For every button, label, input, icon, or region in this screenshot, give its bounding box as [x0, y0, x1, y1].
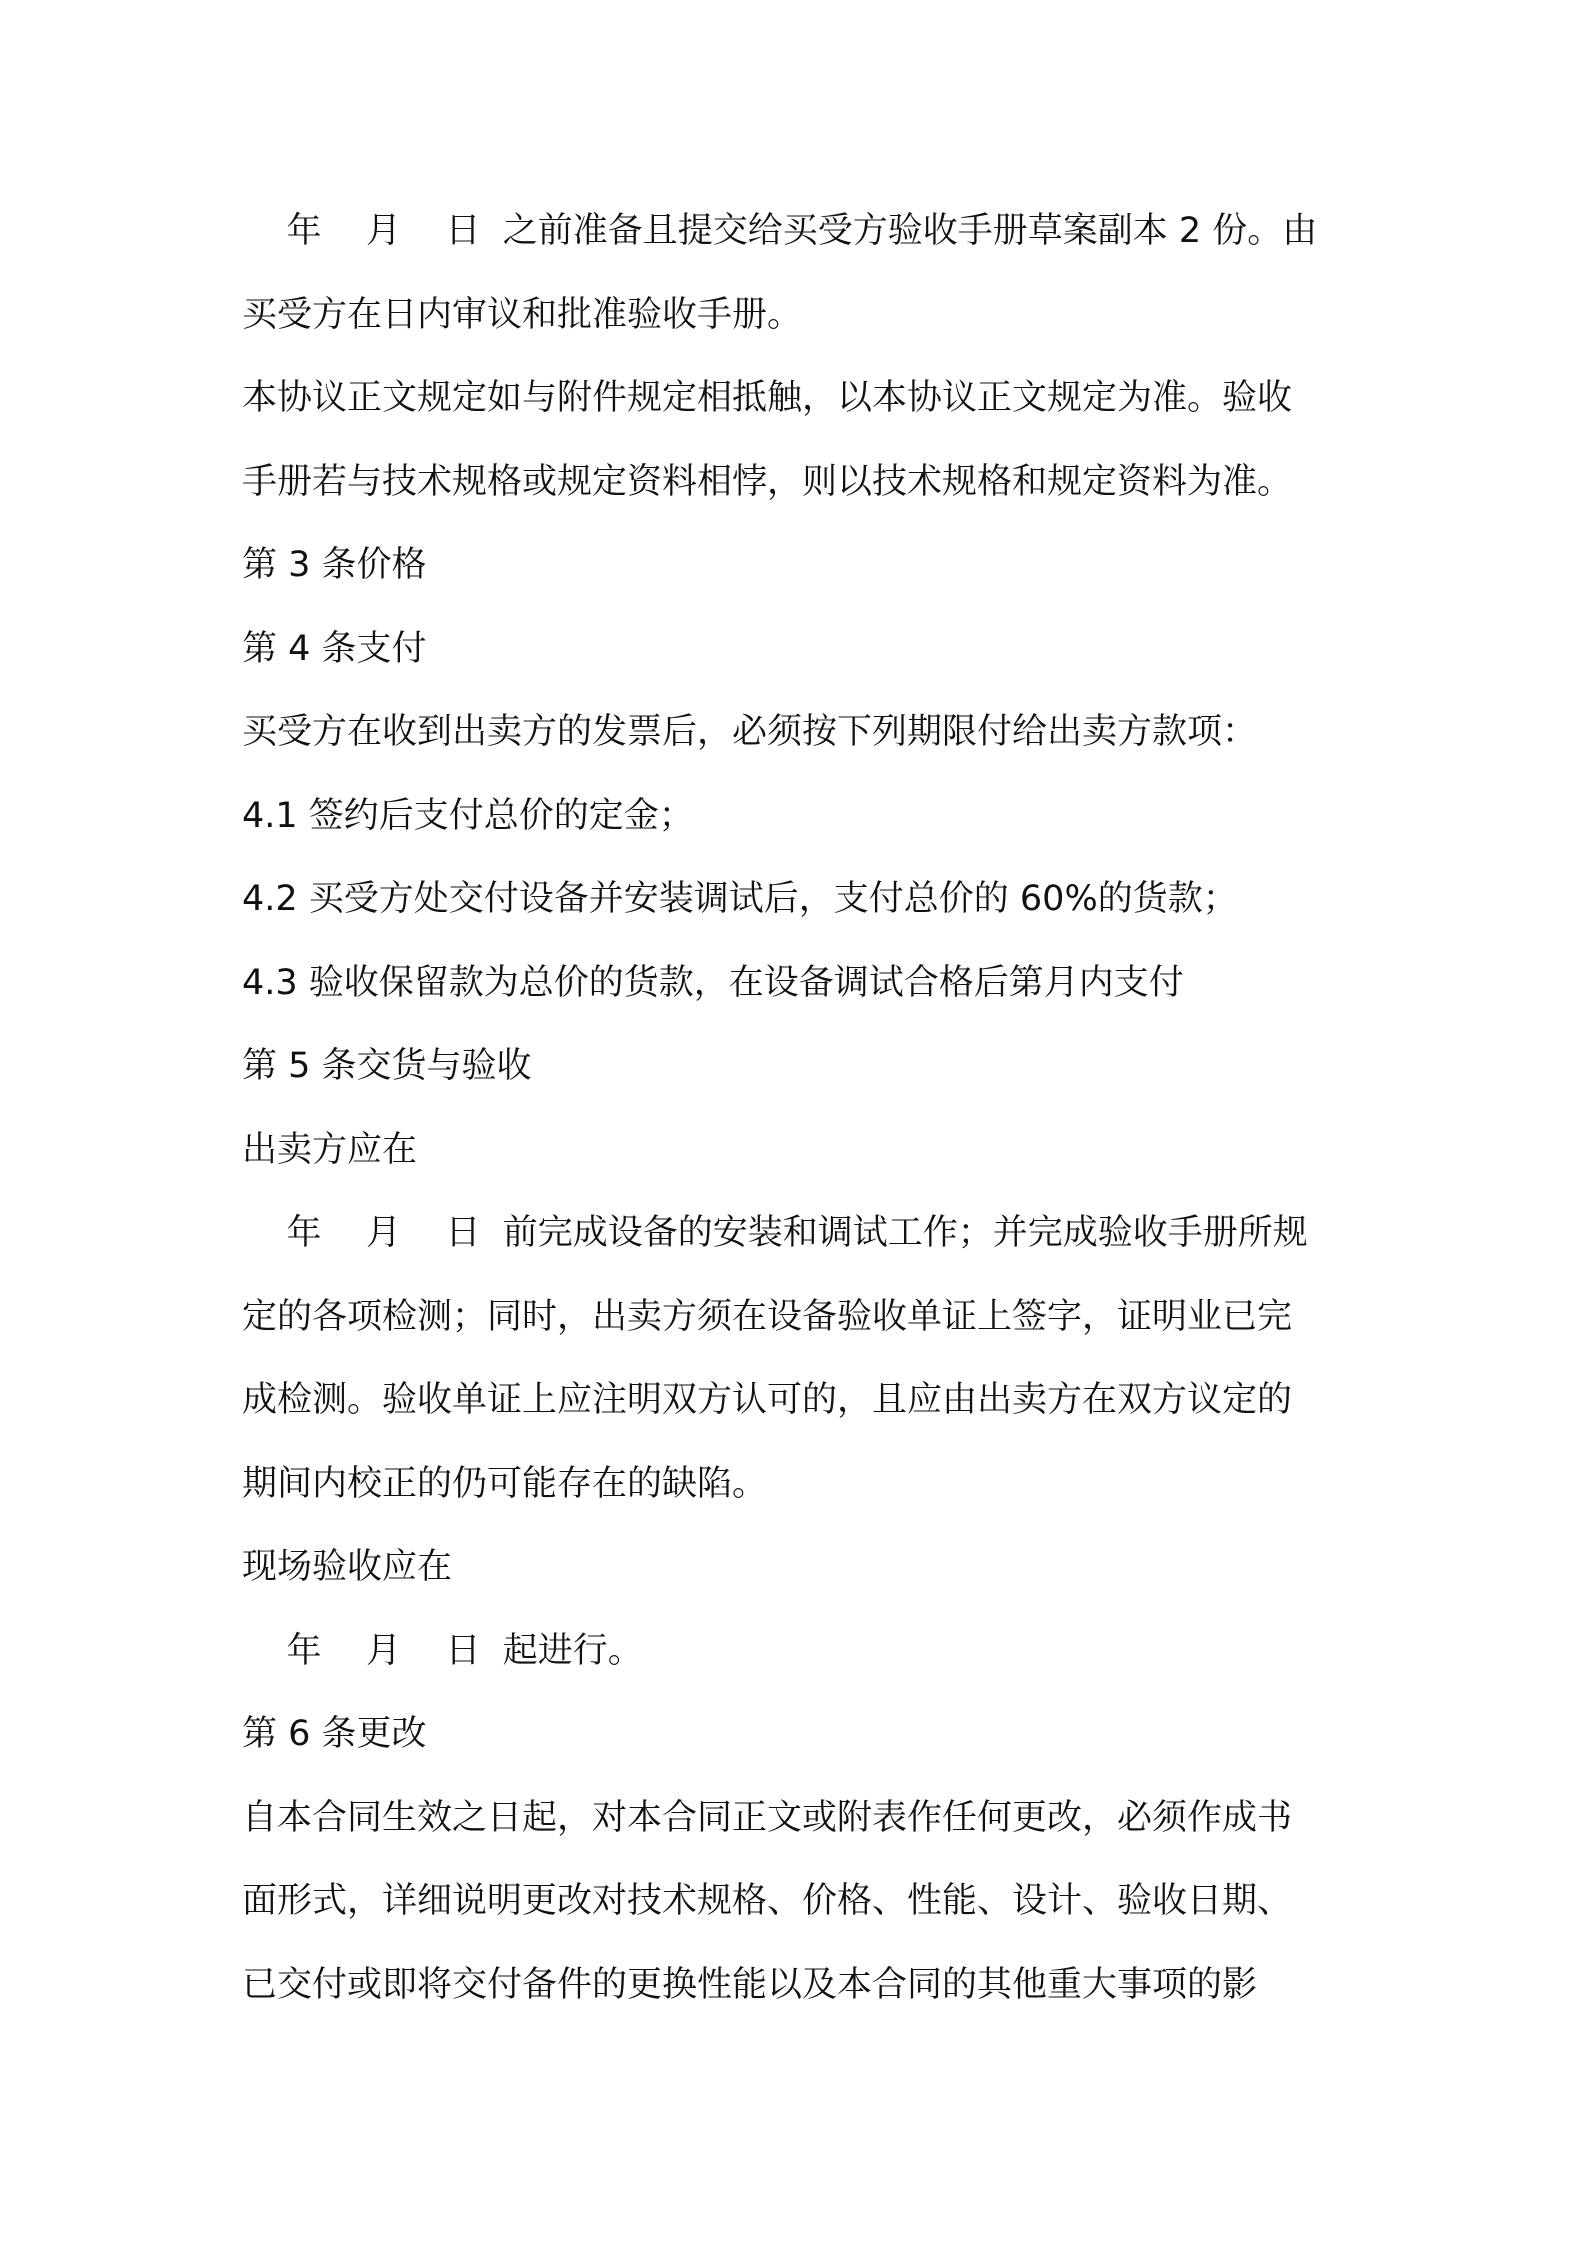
article-heading-5: 第 5 条交货与验收 [242, 1046, 532, 1086]
text-line: 年 月 日 之前准备且提交给买受方验收手册草案副本 2 份。由 [242, 211, 1318, 251]
clause-4-2: 4.2 买受方处交付设备并安装调试后，支付总价的 60%的货款； [242, 879, 1238, 919]
text-line: 已交付或即将交付备件的更换性能以及本合同的其他重大事项的影 [242, 1964, 1258, 2005]
text-line: 期间内校正的仍可能存在的缺陷。 [242, 1463, 768, 1504]
text-line: 出卖方应在 [242, 1129, 418, 1170]
text-line: 自本合同生效之日起，对本合同正文或附表作任何更改，必须作成书 [242, 1797, 1293, 1838]
text-line: 现场验收应在 [242, 1547, 453, 1587]
text-line: 买受方在收到出卖方的发票后，必须按下列期限付给出卖方款项： [242, 712, 1258, 752]
text-line: 年 月 日 前完成设备的安装和调试工作；并完成验收手册所规 [242, 1213, 1308, 1253]
text-line: 年 月 日 起进行。 [242, 1630, 643, 1671]
clause-4-1: 4.1 签约后支付总价的定金； [242, 795, 694, 836]
text-line: 定的各项检测；同时，出卖方须在设备验收单证上签字，证明业已完 [242, 1296, 1293, 1337]
text-line: 手册若与技术规格或规定资料相悖，则以技术规格和规定资料为准。 [242, 461, 1293, 502]
text-line: 成检测。验收单证上应注明双方认可的，且应由出卖方在双方议定的 [242, 1380, 1293, 1420]
text-line: 买受方在日内审议和批准验收手册。 [242, 294, 803, 335]
text-line: 本协议正文规定如与附件规定相抵触，以本协议正文规定为准。验收 [242, 378, 1293, 418]
document-body [242, 190, 1362, 2027]
clause-4-3: 4.3 验收保留款为总价的货款，在设备调试合格后第月内支付 [242, 962, 1184, 1003]
text-line: 面形式，详细说明更改对技术规格、价格、性能、设计、验收日期、 [242, 1881, 1293, 1921]
article-heading-6: 第 6 条更改 [242, 1714, 427, 1754]
article-heading-3: 第 3 条价格 [242, 545, 427, 585]
article-heading-4: 第 4 条支付 [242, 628, 427, 669]
